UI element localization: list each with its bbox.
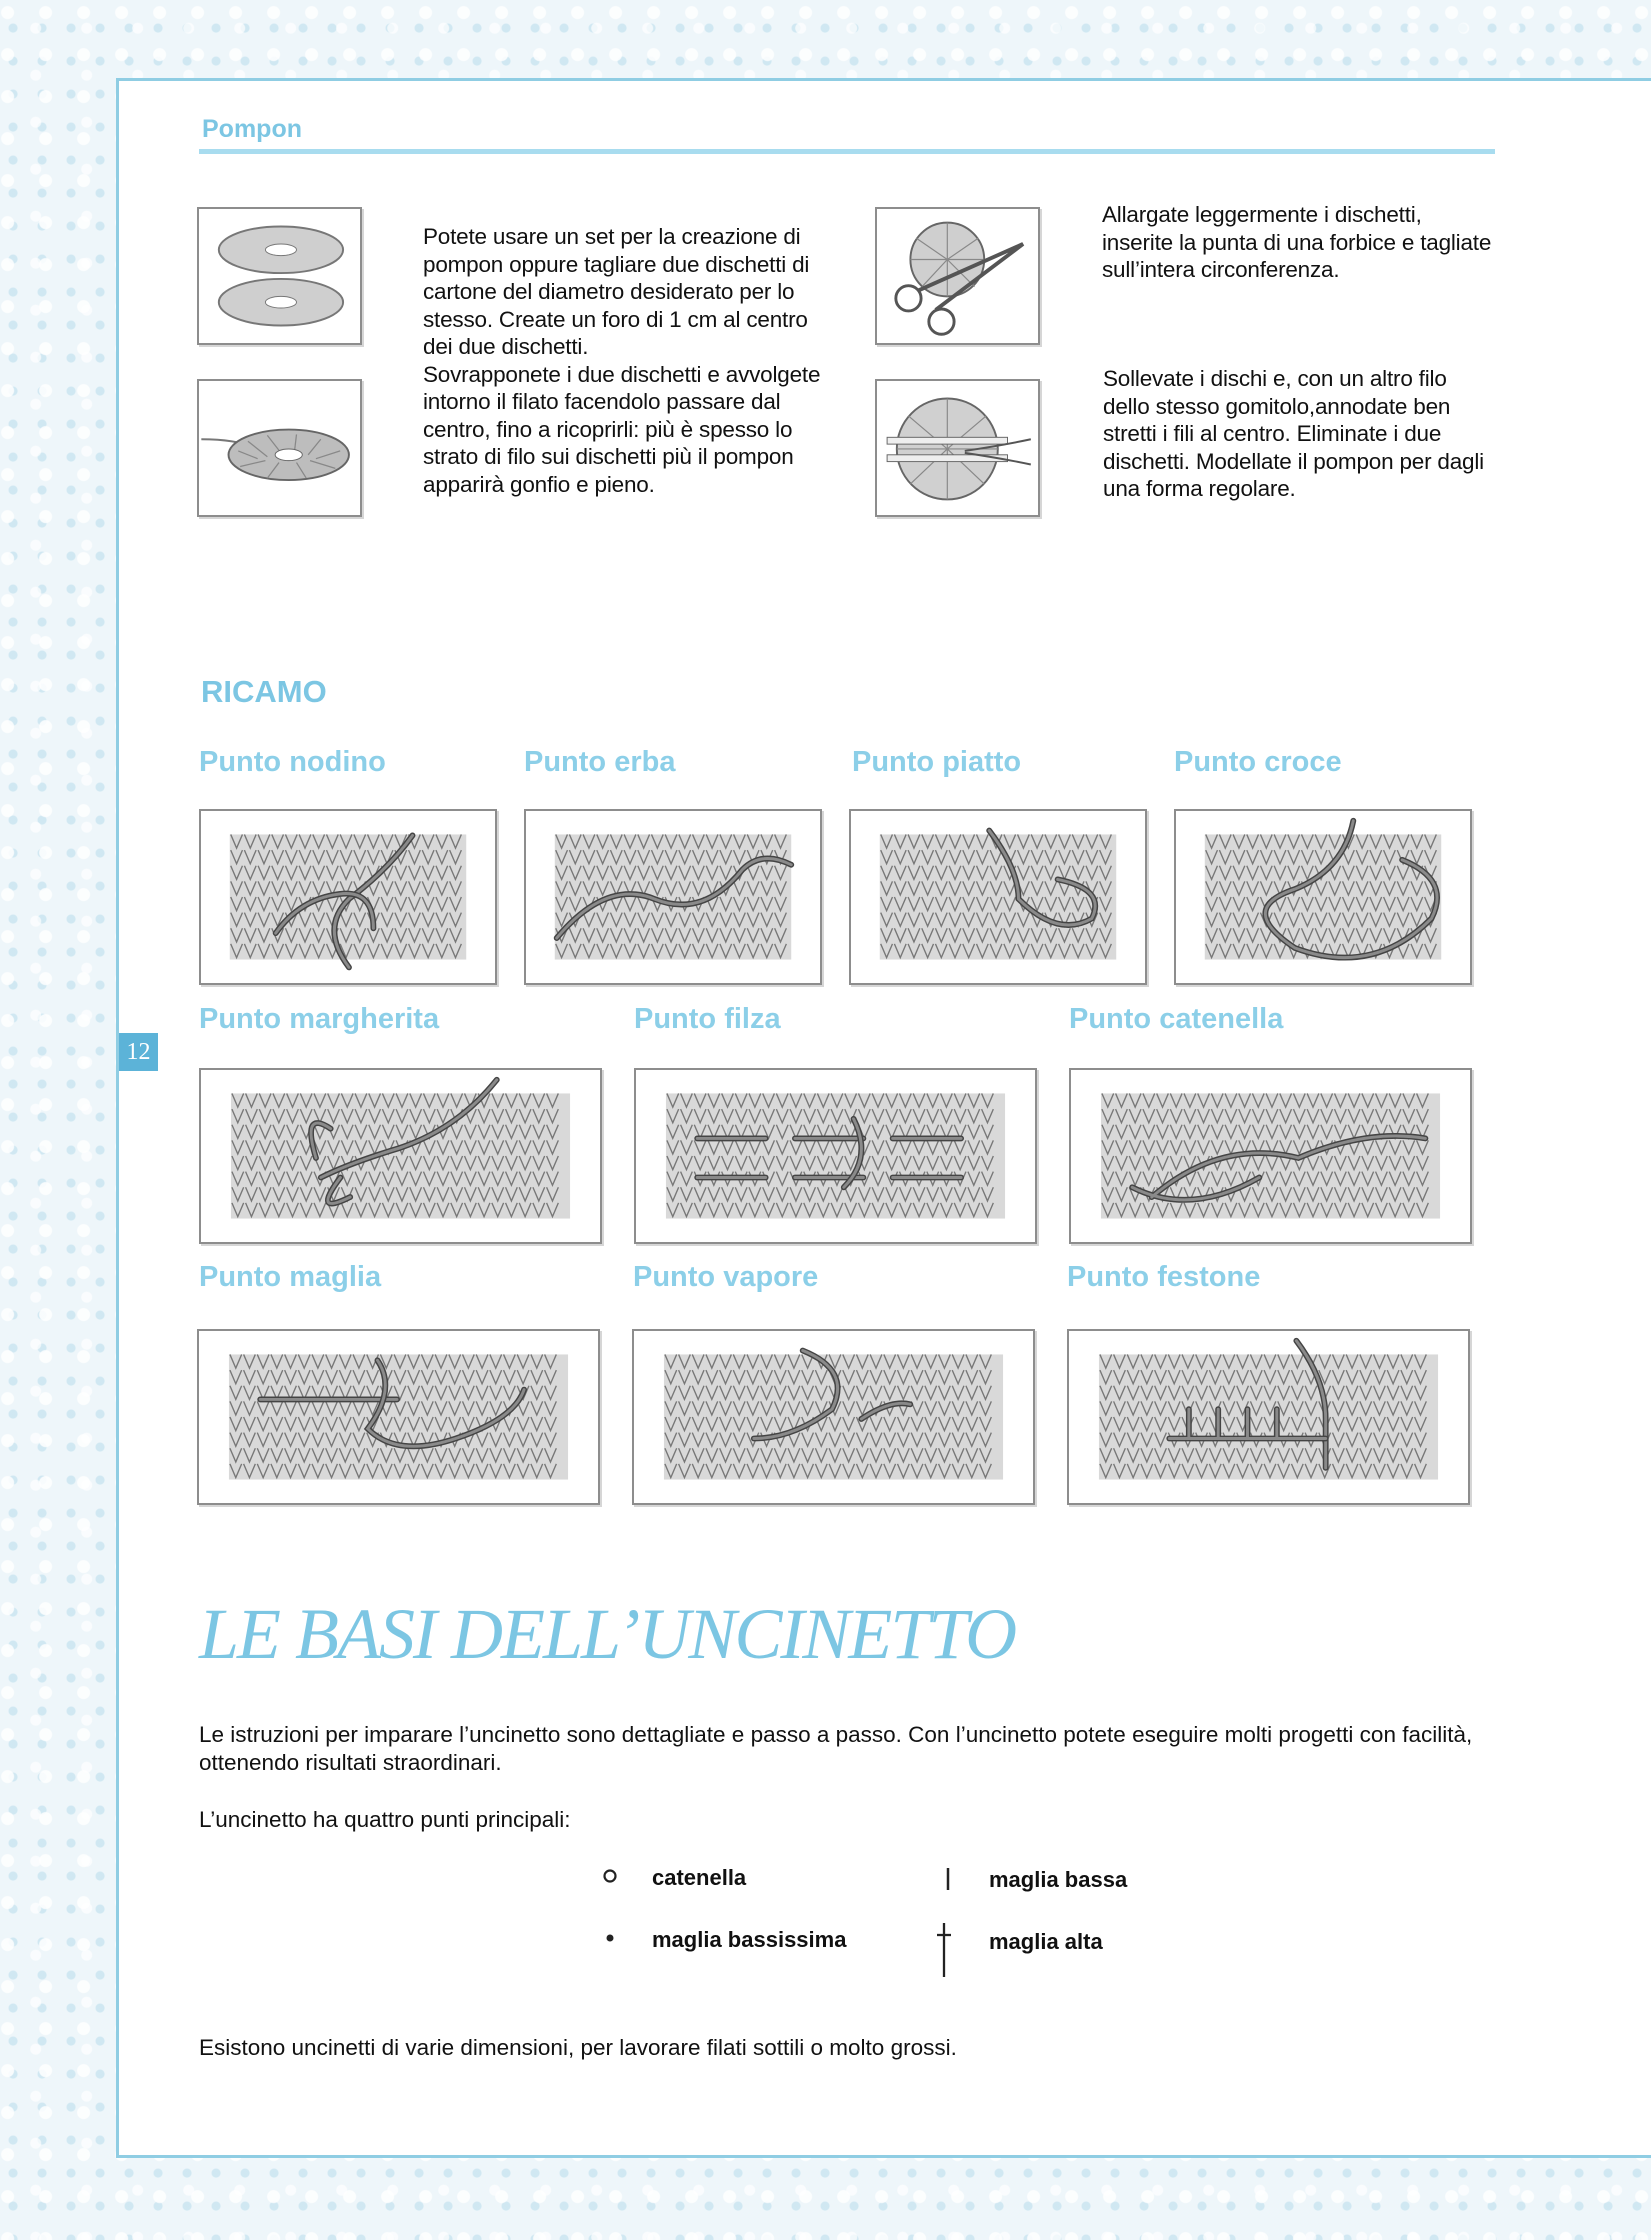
dot-symbol-icon [599,1927,621,1949]
symbol-label-maglia-bassissima: maglia bassissima [652,1927,847,1952]
crochet-intro-2: L’uncinetto ha quattro punti principali: [199,1807,571,1832]
pompon-discs-illustration [197,207,362,345]
punto-vapore-illustration [632,1329,1035,1505]
heading-rule [199,149,1495,154]
punto-erba-illustration [524,809,822,985]
pompon-heading: Pompon [202,115,302,143]
stitch-title-erba: Punto erba [524,746,676,778]
stitch-title-croce: Punto croce [1174,746,1342,778]
punto-festone-illustration [1067,1329,1470,1505]
punto-croce-illustration [1174,809,1472,985]
stitch-title-catenella: Punto catenella [1069,1003,1284,1035]
ricamo-heading: RICAMO [201,674,327,709]
pompon-left-text: Potete usare un set per la creazione di pompon oppure tagliare due dischetti di cartone del diametro desiderato per lo stesso. Create un foro di 1 cm al centro dei due dischetti. Sovrapponete i due dischetti e avvolgete intorno il filato facendolo passare dal centro, fino a ricoprirli: più è spesso lo strato di filo sui dischetti più il pompon apparirà gonfio e pieno. [423,224,821,497]
punto-piatto-illustration [849,809,1147,985]
punto-catenella-illustration [1069,1068,1472,1244]
stitch-title-festone: Punto festone [1067,1261,1261,1293]
punto-maglia-illustration [197,1329,600,1505]
symbol-label-maglia-bassa: maglia bassa [989,1867,1128,1892]
pompon-tying-illustration [875,379,1040,517]
crochet-title: LE BASI DELL’UNCINETTO [199,1594,1016,1674]
dagger-symbol-icon [934,1921,954,1979]
stitch-title-nodino: Punto nodino [199,746,386,778]
stitch-title-maglia: Punto maglia [199,1261,382,1293]
vertical-bar-symbol-icon [942,1865,954,1893]
pompon-right-text-1: Allargate leggermente i dischetti, inserite la punta di una forbice e tagliate sull’intera circonferenza. [1102,202,1492,282]
symbol-label-catenella: catenella [652,1865,747,1890]
stitch-title-filza: Punto filza [634,1003,781,1035]
circle-symbol-icon [599,1865,621,1887]
crochet-intro: Le istruzioni per imparare l’uncinetto sono dettagliate e passo a passo. Con l’uncinetto potete eseguire molti progetti con facilità, ottenendo risultati straordinari. [199,1722,1473,1775]
punto-filza-illustration [634,1068,1037,1244]
symbol-label-maglia-alta: maglia alta [989,1929,1103,1954]
pompon-right-text-2: Sollevate i dischi e, con un altro filo dello stesso gomitolo,annodate ben stretti i fili al centro. Eliminate i due dischetti. Modellate il pompon per dagli una forma regolare. [1103,366,1484,501]
page [116,78,1651,2158]
pompon-cutting-illustration [875,207,1040,345]
page-number: 12 [119,1033,158,1071]
stitch-title-piatto: Punto piatto [852,746,1022,778]
punto-nodino-illustration [199,809,497,985]
stitch-title-margherita: Punto margherita [199,1003,440,1035]
crochet-closing: Esistono uncinetti di varie dimensioni, per lavorare filati sottili o molto grossi. [199,2035,957,2060]
punto-margherita-illustration [199,1068,602,1244]
stitch-title-vapore: Punto vapore [633,1261,819,1293]
pompon-wrapping-illustration [197,379,362,517]
